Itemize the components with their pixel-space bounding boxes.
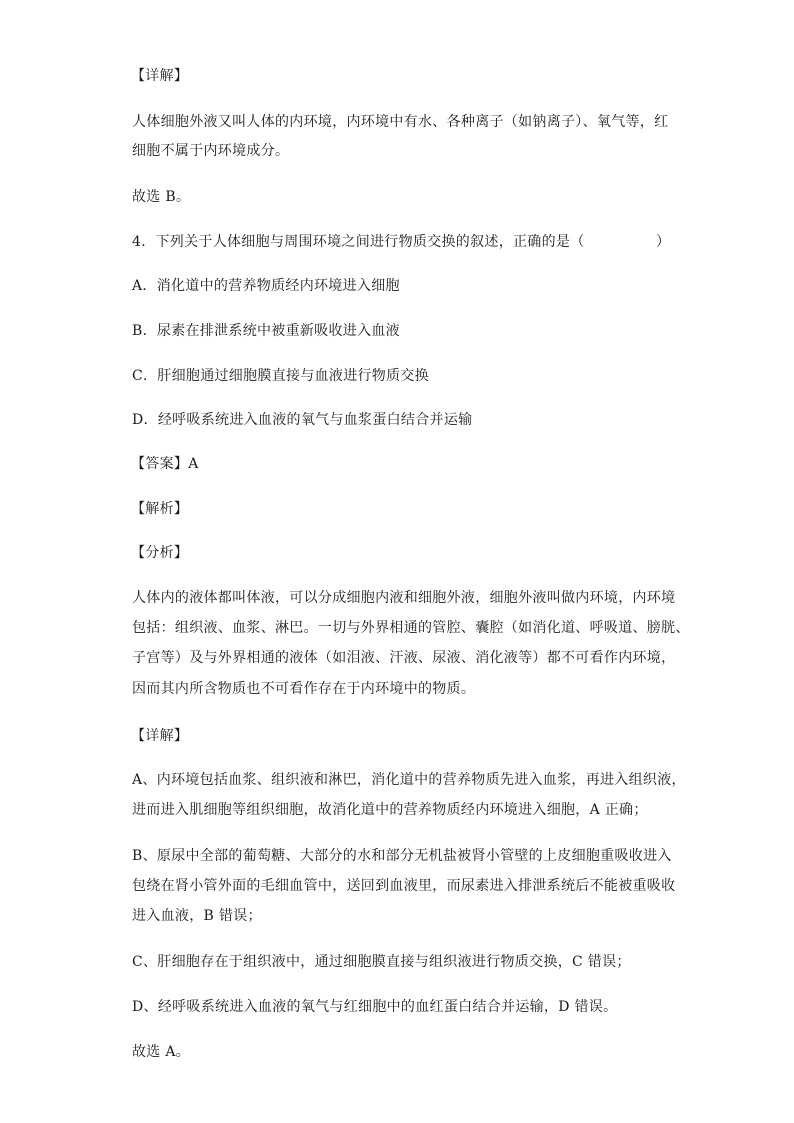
question-stem: 4．下列关于人体细胞与周围环境之间进行物质交换的叙述，正确的是（ ） bbox=[132, 234, 671, 250]
fenxi-line: 因而其内所含物质也不可看作存在于内环境中的物质。 bbox=[132, 681, 476, 697]
detail-b-line: B、原尿中全部的葡萄糖、大部分的水和部分无机盐被肾小管壁的上皮细胞重吸收进入 bbox=[132, 848, 672, 864]
fenxi-line: 包括：组织液、血浆、淋巴。一切与外界相通的管腔、囊腔（如消化道、呼吸道、膀胱、 bbox=[132, 620, 690, 636]
conclusion: 故选 A。 bbox=[132, 1044, 191, 1060]
fenxi-line: 子宫等）及与外界相通的液体（如泪液、汗液、尿液、消化液等）都不可看作内环境， bbox=[132, 650, 676, 666]
detail-a-line: 进而进入肌细胞等组织细胞，故消化道中的营养物质经内环境进入细胞，A 正确； bbox=[132, 802, 648, 818]
detail-c-line: C、肝细胞存在于组织液中，通过细胞膜直接与组织液进行物质交换，C 错误； bbox=[132, 954, 631, 970]
question-option-a: A．消化道中的营养物质经内环境进入细胞 bbox=[132, 278, 400, 294]
detail-heading: 【详解】 bbox=[131, 68, 189, 84]
question-option-c: C．肝细胞通过细胞膜直接与血液进行物质交换 bbox=[132, 368, 430, 384]
answer: 【答案】A bbox=[131, 456, 199, 472]
detail-heading: 【详解】 bbox=[131, 728, 189, 744]
conclusion: 故选 B。 bbox=[132, 189, 191, 205]
detail-b-line: 进入血液，B 错误； bbox=[132, 908, 262, 924]
fenxi-heading: 【分析】 bbox=[131, 545, 189, 561]
question-option-b: B．尿素在排泄系统中被重新吸收进入血液 bbox=[132, 323, 400, 339]
detail-a-line: A、内环境包括血浆、组织液和淋巴，消化道中的营养物质先进入血浆，再进入组织液， bbox=[132, 772, 686, 788]
detail-b-line: 包绕在肾小管外面的毛细血管中，送回到血液里，而尿素进入排泄系统后不能被重吸收 bbox=[132, 878, 676, 894]
analysis-heading: 【解析】 bbox=[131, 501, 189, 517]
detail-line: 人体细胞外液又叫人体的内环境，内环境中有水、各种离子（如钠离子）、氧气等，红 bbox=[132, 114, 669, 130]
detail-line: 细胞不属于内环境成分。 bbox=[132, 143, 290, 159]
fenxi-line: 人体内的液体都叫体液，可以分成细胞内液和细胞外液，细胞外液叫做内环境，内环境 bbox=[132, 590, 676, 606]
question-option-d: D．经呼吸系统进入血液的氧气与血浆蛋白结合并运输 bbox=[132, 412, 473, 428]
detail-d-line: D、经呼吸系统进入血液的氧气与红细胞中的血红蛋白结合并运输，D 错误。 bbox=[132, 999, 618, 1015]
